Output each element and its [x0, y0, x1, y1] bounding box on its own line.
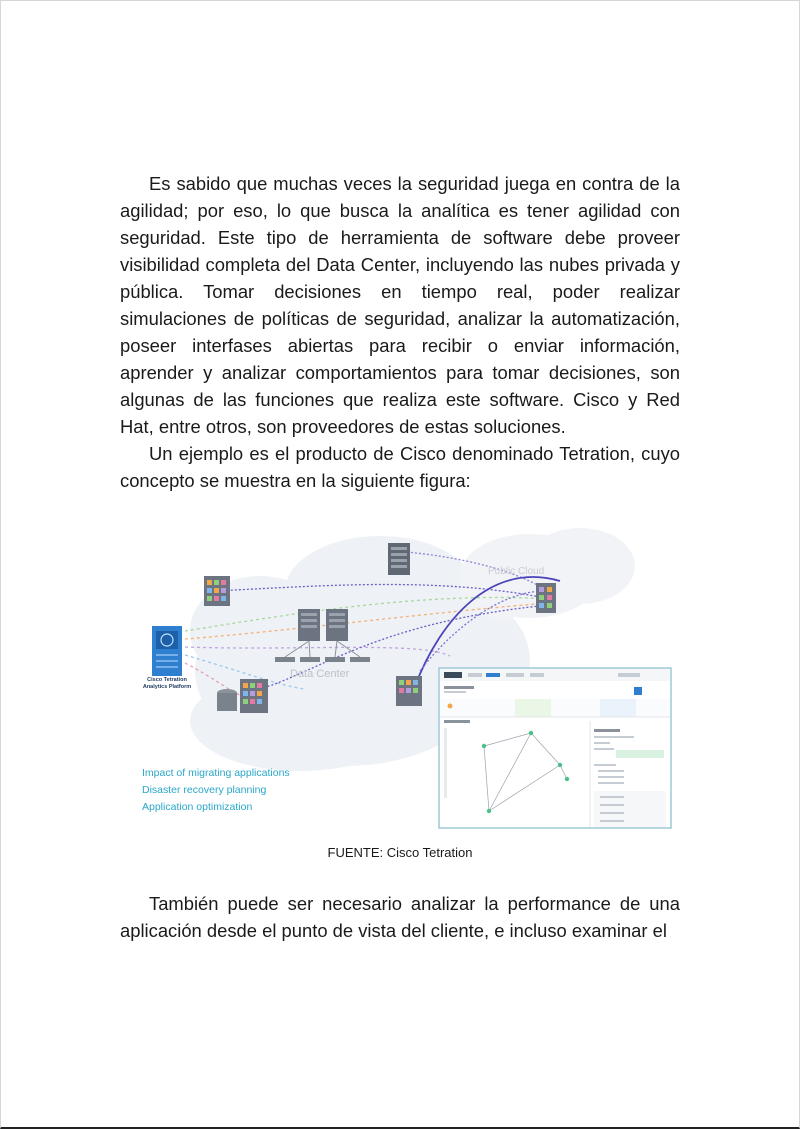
paragraph-client-performance: También puede ser necesario analizar la performance de una aplicación desde el punto de vista del cliente, e incluso examinar el: [120, 893, 680, 941]
benefit-2: Disaster recovery planning: [142, 784, 267, 796]
benefit-1: Impact of migrating applications: [142, 767, 290, 779]
body-text-bottom: [120, 890, 680, 944]
platform-label-line2: Analytics Platform: [142, 684, 192, 690]
tetration-concept-figure: [120, 521, 680, 839]
server-rack-bottom-right: [396, 676, 422, 706]
platform-label-line1: Cisco Tetration: [147, 677, 187, 683]
body-text-top: [120, 170, 680, 494]
server-rack-top-center: [388, 543, 410, 575]
data-center-label: Data Center: [290, 668, 350, 680]
paragraph-tetration-intro: Un ejemplo es el producto de Cisco denominado Tetration, cuyo concepto se muestra en la siguiente figura:: [120, 443, 680, 491]
benefit-3: Application optimization: [142, 801, 253, 813]
figure-caption: FUENTE: Cisco Tetration: [327, 845, 473, 860]
paragraph-security-agility: Es sabido que muchas veces la seguridad juega en contra de la agilidad; por eso, lo que busca la analítica es tener agilidad con seguridad. Este tipo de herramienta de software debe proveer visibilidad completa del Data Center, incluyendo las nubes privada y pública. Tomar decisiones en tiempo real, poder realizar simulaciones de políticas de seguridad, analizar la automatización, poseer interfases abiertas para recibir o enviar información, aprender y analizar comportamientos para tomar decisiones, son algunas de las funciones que realiza este software. Cisco y Red Hat, entre otros, son proveedores de estas soluciones.: [120, 173, 680, 437]
public-cloud-label: Public Cloud: [488, 566, 545, 577]
server-rack-top-left: [204, 576, 230, 606]
tetration-dashboard-screenshot: [439, 668, 671, 828]
tetration-platform-icon: [152, 626, 182, 676]
server-rack-public-cloud: [536, 583, 556, 613]
